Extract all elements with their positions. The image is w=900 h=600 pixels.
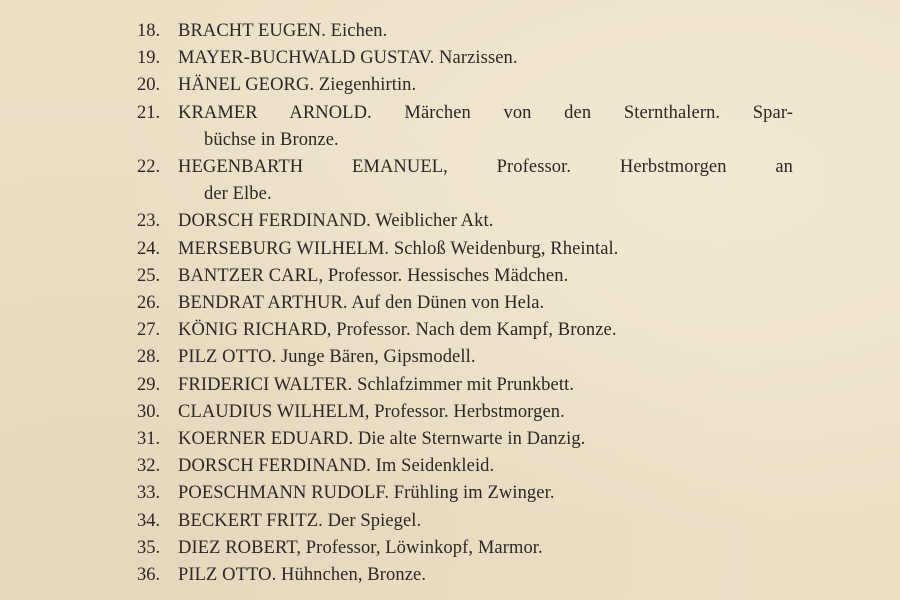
entry-number: 29. [137,374,161,395]
catalogue-entry [137,562,793,589]
catalogue-entry [137,236,793,263]
entry-text-continuation: büchse in Bronze. [204,129,339,150]
entry-number: 25. [137,265,161,286]
catalogue-entry [137,372,793,399]
entry-number: 31. [137,429,161,450]
entry-text: DORSCH FERDINAND. Im Seidenkleid. [178,456,495,477]
entry-text: POESCHMANN RUDOLF. Frühling im Zwinger. [178,483,555,504]
entry-text: KÖNIG RICHARD, Professor. Nach dem Kampf, Bronze. [178,320,617,341]
entry-number: 28. [137,347,161,368]
entry-text: KOERNER EDUARD. Die alte Sternwarte in Danzig. [178,429,586,450]
entry-text: BANTZER CARL, Professor. Hessisches Mädchen. [178,265,569,286]
entry-number: 35. [137,537,161,558]
catalogue-entry [137,208,793,235]
catalogue-entry [137,100,793,154]
entry-text: KRAMER ARNOLD. Märchen von den Sternthalern. Spar- [178,102,793,123]
entry-text: FRIDERICI WALTER. Schlafzimmer mit Prunkbett. [178,374,575,395]
catalogue-entry [137,45,793,72]
catalogue-entry [137,399,793,426]
entry-text: PILZ OTTO. Junge Bären, Gipsmodell. [178,347,476,368]
entry-text: HEGENBARTH EMANUEL, Professor. Herbstmorgen an [178,157,793,178]
catalogue-entry [137,72,793,99]
catalogue-entry [137,317,793,344]
entry-number: 18. [137,21,161,41]
catalogue-entry [137,508,793,535]
catalogue-entry [137,344,793,371]
entry-text: DIEZ ROBERT, Professor, Löwinkopf, Marmor. [178,537,543,558]
entry-number: 19. [137,48,161,69]
entry-number: 27. [137,320,161,341]
entry-text: PILZ OTTO. Hühnchen, Bronze. [178,565,427,586]
entry-text: BENDRAT ARTHUR. Auf den Dünen von Hela. [178,293,545,314]
catalogue-entry [137,426,793,453]
entry-number: 22. [137,157,161,178]
entry-number: 20. [137,75,161,96]
entry-number: 33. [137,483,161,504]
entry-text-continuation: der Elbe. [204,184,272,205]
entry-number: 36. [137,565,161,586]
catalogue-list [137,18,793,589]
catalogue-entry [137,535,793,562]
entry-number: 23. [137,211,161,232]
entry-text: MAYER-BUCHWALD GUSTAV. Narzissen. [178,48,518,69]
catalogue-entry [137,290,793,317]
entry-number: 21. [137,102,161,123]
entry-text: BRACHT EUGEN. Eichen. [178,21,388,41]
catalogue-entry [137,480,793,507]
entry-number: 24. [137,238,161,259]
catalogue-entry [137,453,793,480]
entry-text: BECKERT FRITZ. Der Spiegel. [178,510,422,531]
entry-number: 32. [137,456,161,477]
catalogue-entry [137,154,793,208]
entry-number: 26. [137,293,161,314]
entry-text: HÄNEL GEORG. Ziegenhirtin. [178,75,417,96]
entry-text: MERSEBURG WILHELM. Schloß Weidenburg, Rheintal. [178,238,619,259]
entry-text: CLAUDIUS WILHELM, Professor. Herbstmorgen. [178,401,565,422]
entry-text: DORSCH FERDINAND. Weiblicher Akt. [178,211,494,232]
entry-number: 30. [137,401,161,422]
catalogue-entry [137,263,793,290]
catalogue-entry [137,18,793,45]
entry-number: 34. [137,510,161,531]
